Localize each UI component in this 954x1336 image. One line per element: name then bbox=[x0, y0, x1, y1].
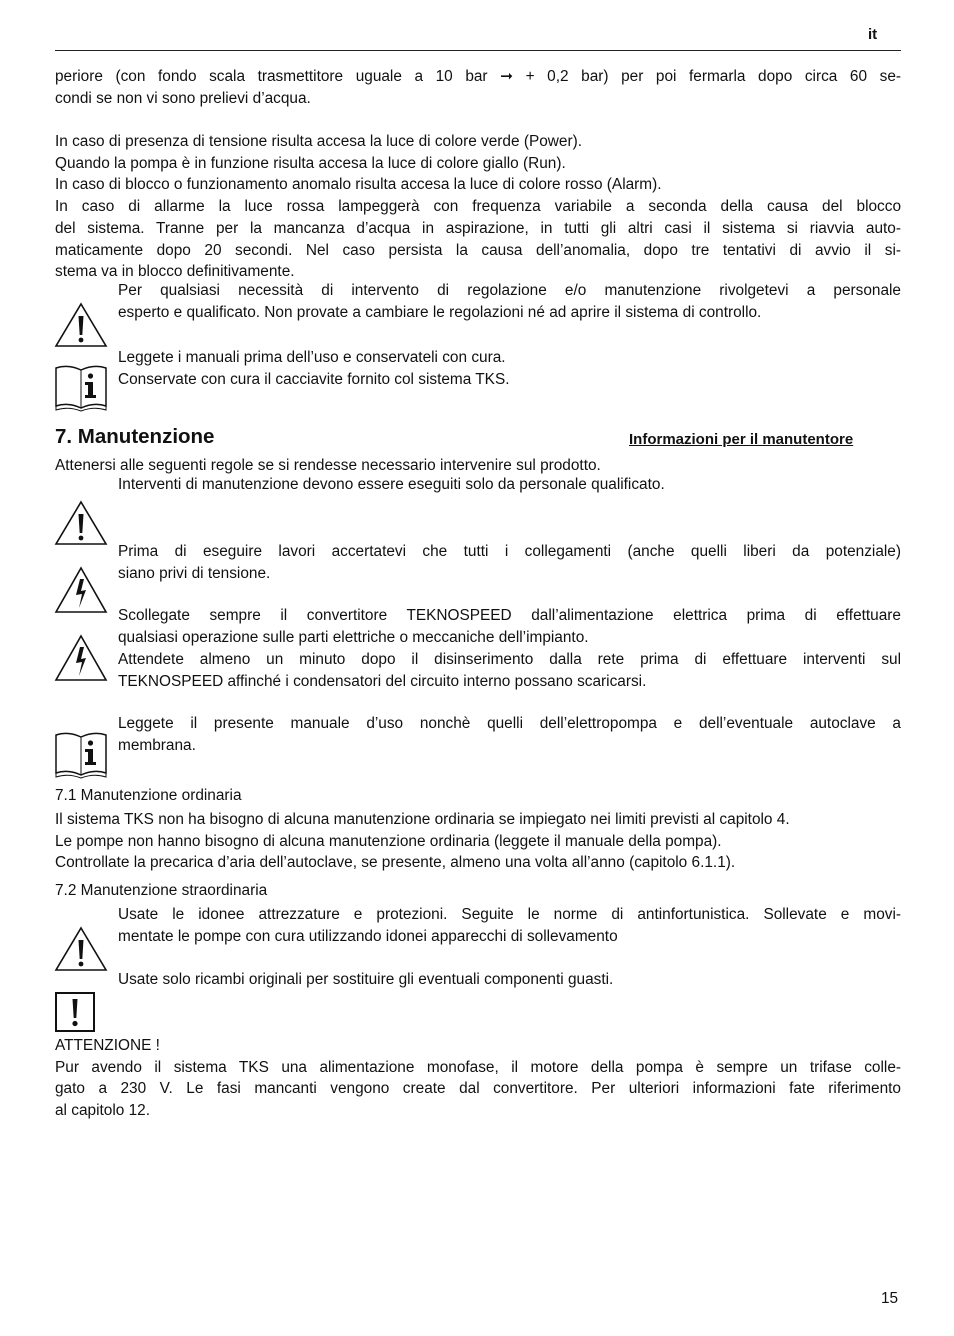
ordinary-line: Controllate la precarica d’aria dell’autoclave, se presente, almeno una volta all’anno (capitolo 6.1.1). bbox=[55, 854, 736, 872]
attention-line: al capitolo 12. bbox=[55, 1102, 150, 1120]
lights-line: In caso di allarme la luce rossa lampeggerà con frequenza variabile a seconda della causa del blocco bbox=[55, 198, 901, 216]
warning-triangle-icon bbox=[54, 926, 108, 972]
rule-line: Attenersi alle seguenti regole se si rendesse necessario intervenire sul prodotto. bbox=[55, 457, 601, 474]
manual-info-icon bbox=[54, 731, 108, 779]
tools-line: Usate le idonee attrezzature e protezioni. Seguite le norme di antinfortunistica. Sollevate e movi- bbox=[118, 906, 901, 923]
subsection-title: 7.1 Manutenzione ordinaria bbox=[55, 787, 242, 804]
lights-line: maticamente dopo 20 secondi. Nel caso persista la causa dell’anomalia, dopo tre tentativi di avvio il si- bbox=[55, 241, 901, 259]
voltage-line: Prima di eseguire lavori accertatevi che tutti i collegamenti (anche quelli liberi da potenziale) bbox=[118, 543, 901, 560]
read-line: Leggete il presente manuale d’uso nonchè quelli dell’elettropompa e dell’eventuale autoclave a bbox=[118, 715, 901, 732]
spares-text: Usate solo ricambi originali per sostituire gli eventuali componenti guasti. bbox=[118, 971, 614, 988]
tools-line: mentate le pompe con cura utilizzando idonei apparecchi di sollevamento bbox=[118, 927, 618, 945]
ordinary-line: Il sistema TKS non ha bisogno di alcuna manutenzione ordinaria se impiegato nei limiti previsti al capitolo 4. bbox=[55, 811, 790, 828]
ordinary-line: Le pompe non hanno bisogno di alcuna manutenzione ordinaria (leggete il manuale della pompa). bbox=[55, 832, 722, 850]
lights-line: Quando la pompa è in funzione risulta accesa la luce di colore giallo (Run). bbox=[55, 154, 566, 172]
header-rule bbox=[55, 50, 901, 51]
warning-line: esperto e qualificato. Non provate a cambiare le regolazioni né ad aprire il sistema di controllo. bbox=[118, 303, 762, 321]
exclamation-box-icon bbox=[55, 992, 95, 1032]
intro-line: condi se non vi sono prelievi d’acqua. bbox=[55, 89, 311, 107]
lights-line: del sistema. Tranne per la mancanza d’acqua in aspirazione, in tutti gli altri casi il sistema si riavvia auto- bbox=[55, 219, 901, 237]
attention-line: Pur avendo il sistema TKS una alimentazione monofase, il motore della pompa è sempre un trifase colle- bbox=[55, 1058, 901, 1076]
lights-line: In caso di blocco o funzionamento anomalo risulta accesa la luce di colore rosso (Alarm). bbox=[55, 176, 662, 194]
wait-line: Attendete almeno un minuto dopo il disinserimento dalla rete prima di effettuare interventi sul bbox=[118, 651, 901, 668]
electric-hazard-icon bbox=[54, 634, 108, 682]
read-manual-text bbox=[118, 713, 901, 756]
manual-info-icon bbox=[54, 364, 108, 412]
wait-text bbox=[118, 649, 901, 692]
lights-paragraph bbox=[55, 131, 901, 283]
voltage-text bbox=[118, 541, 901, 584]
subsection-title: 7.2 Manutenzione straordinaria bbox=[55, 882, 268, 899]
disconnect-line: qualsiasi operazione sulle parti elettriche o meccaniche dell’impianto. bbox=[118, 628, 589, 646]
warning-text-1 bbox=[118, 280, 901, 323]
attention-block bbox=[55, 1035, 901, 1122]
page-number: 15 bbox=[881, 1290, 899, 1307]
electric-hazard-icon bbox=[54, 566, 108, 614]
qualified-line: Interventi di manutenzione devono essere eseguiti solo da personale qualificato. bbox=[118, 476, 665, 493]
lights-line: In caso di presenza di tensione risulta accesa la luce di colore verde (Power). bbox=[55, 133, 582, 150]
tools-text bbox=[118, 904, 901, 947]
disconnect-line: Scollegate sempre il convertitore TEKNOSPEED dall’alimentazione elettrica prima di effettuare bbox=[118, 607, 901, 624]
warning-triangle-icon bbox=[54, 500, 108, 546]
section-subtitle: Informazioni per il manutentore bbox=[629, 431, 854, 448]
read-line: membrana. bbox=[118, 736, 196, 754]
voltage-line: siano privi di tensione. bbox=[118, 564, 271, 582]
info-line: Leggete i manuali prima dell’uso e conservateli con cura. bbox=[118, 349, 506, 366]
attention-line: gato a 230 V. Le fasi mancanti vengono create dal convertitore. Per ulteriori informazioni fate riferimento bbox=[55, 1080, 901, 1098]
warning-line: Per qualsiasi necessità di intervento di regolazione e/o manutenzione rivolgetevi a personale bbox=[118, 282, 901, 299]
intro-paragraph bbox=[55, 66, 901, 109]
info-text-1 bbox=[118, 347, 901, 390]
intro-line: periore (con fondo scala trasmettitore uguale a 10 bar ➞ + 0,2 bar) per poi fermarla dopo circa 60 se- bbox=[55, 68, 901, 85]
ordinary-maintenance-text bbox=[55, 809, 901, 874]
section-title: 7. Manutenzione bbox=[55, 425, 215, 448]
wait-line: TEKNOSPEED affinché i condensatori del circuito interno possano scaricarsi. bbox=[118, 672, 647, 690]
disconnect-text bbox=[118, 605, 901, 648]
warning-triangle-icon bbox=[54, 302, 108, 348]
lights-line: stema va in blocco definitivamente. bbox=[55, 263, 295, 281]
info-line: Conservate con cura il cacciavite fornito col sistema TKS. bbox=[118, 370, 510, 388]
attention-title: ATTENZIONE ! bbox=[55, 1037, 160, 1054]
language-tag: it bbox=[868, 26, 878, 43]
